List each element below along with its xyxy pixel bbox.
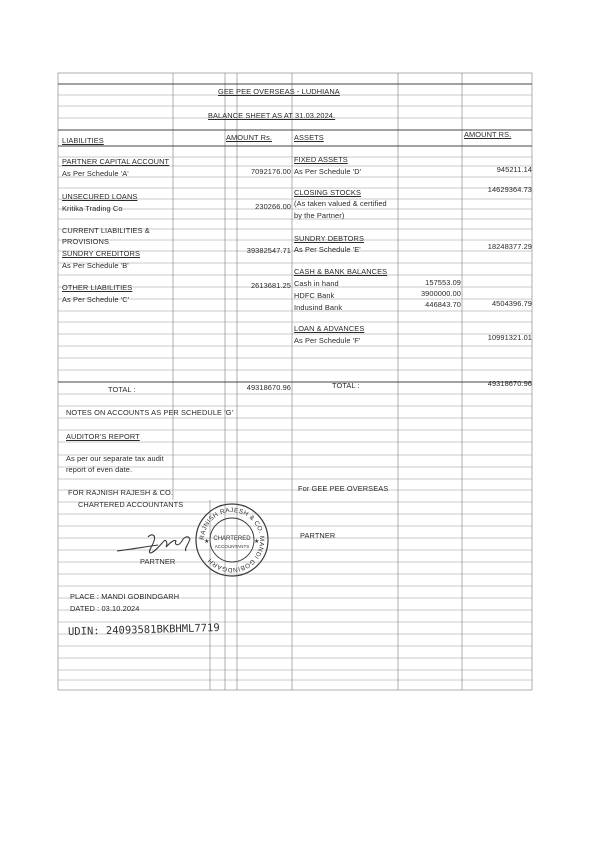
sundry-debtors-heading: SUNDRY DEBTORS [294, 234, 364, 243]
other-liabilities-amount: 2613681.25 [250, 281, 291, 290]
current-liabilities-heading: CURRENT LIABILITIES & [62, 226, 150, 235]
loans-amount: 230266.00 [255, 202, 291, 211]
fixed-assets-heading: FIXED ASSETS [294, 155, 348, 164]
firm-stamp [194, 502, 270, 578]
sundry-debtors-amount: 18248377.29 [487, 242, 532, 251]
total-left-label: TOTAL : [108, 385, 136, 394]
closing-stocks-heading: CLOSING STOCKS [294, 188, 361, 197]
fixed-assets-amount: 945211.14 [496, 165, 532, 174]
capital-schedule: As Per Schedule 'A' [62, 169, 129, 178]
partner-left-label: PARTNER [140, 557, 176, 566]
dated-line: DATED : 03.10.2024 [70, 604, 140, 613]
capital-heading: PARTNER CAPITAL ACCOUNT [62, 157, 170, 166]
svg-text:★: ★ [204, 538, 210, 545]
provisions-heading: PROVISIONS [62, 237, 109, 246]
stamp-ring-text: RAJNISH RAJESH & CO. MANDI GOBINDGARH [198, 506, 266, 574]
other-liabilities-heading: OTHER LIABILITIES [62, 283, 133, 292]
stamp-center-line-2: ACCOUNTANTS [214, 544, 250, 549]
closing-stocks-note-1: (As taken valued & certified [294, 199, 387, 208]
cash-item-label: Cash in hand [294, 279, 339, 288]
for-company-line: For GEE PEE OVERSEAS [298, 484, 389, 493]
audit-firm-designation: CHARTERED ACCOUNTANTS [78, 500, 184, 509]
sundry-debtors-schedule: As Per Schedule 'E' [294, 245, 361, 254]
creditors-amount: 39382547.71 [246, 246, 291, 255]
loan-advances-amount: 10991321.01 [487, 333, 532, 342]
other-liabilities-schedule: As Per Schedule 'C' [62, 295, 130, 304]
sheet-title: BALANCE SHEET AS AT 31.03.2024. [208, 111, 336, 120]
total-left-amount: 49318670.96 [246, 383, 291, 392]
partner-signature [112, 527, 202, 561]
capital-amount: 7092176.00 [250, 167, 291, 176]
total-right-amount: 49318670.96 [487, 379, 532, 388]
total-right-label: TOTAL : [332, 381, 360, 390]
cash-item-amount: 3900000.00 [420, 289, 461, 298]
creditors-schedule: As Per Schedule 'B' [62, 261, 129, 270]
loan-advances-schedule: As Per Schedule 'F' [294, 336, 361, 345]
closing-stocks-note-2: by the Partner) [294, 211, 345, 220]
audit-firm-line: FOR RAJNISH RAJESH & CO. [68, 488, 174, 497]
place-line: PLACE : MANDI GOBINDGARH [70, 592, 180, 601]
cash-bank-heading: CASH & BANK BALANCES [294, 267, 388, 276]
loans-heading: UNSECURED LOANS [62, 192, 138, 201]
cash-item-label: Indusind Bank [294, 303, 343, 312]
cash-item-amount: 157553.09 [425, 278, 461, 287]
auditor-line-1: As per our separate tax audit [66, 454, 164, 463]
closing-stocks-amount: 14629364.73 [487, 185, 532, 194]
partner-right-label: PARTNER [300, 531, 336, 540]
auditor-line-2: report of even date. [66, 465, 133, 474]
cash-item-amount: 446843.70 [425, 300, 461, 309]
auditor-report-heading: AUDITOR'S REPORT [66, 432, 140, 441]
amount-left-header: AMOUNT Rs. [226, 133, 273, 142]
schedule-g-note: NOTES ON ACCOUNTS AS PER SCHEDULE 'G' [66, 408, 234, 417]
assets-header: ASSETS [294, 133, 324, 142]
creditors-heading: SUNDRY CREDITORS [62, 249, 140, 258]
amount-right-header: AMOUNT RS. [464, 130, 512, 139]
stamp-center-line-1: CHARTERED [213, 536, 251, 542]
loan-advances-heading: LOAN & ADVANCES [294, 324, 365, 333]
liabilities-header: LIABILITIES [62, 136, 104, 145]
fixed-assets-schedule: As Per Schedule 'D' [294, 167, 362, 176]
udin-handwritten: UDIN: 24093581BKBHML7719 [67, 622, 220, 638]
cash-item-label: HDFC Bank [294, 291, 335, 300]
loans-party: Kritika Trading Co [62, 204, 123, 213]
cash-bank-total: 4504396.79 [491, 299, 532, 308]
svg-text:★: ★ [254, 538, 260, 545]
company-title: GEE PEE OVERSEAS - LUDHIANA [218, 87, 340, 96]
